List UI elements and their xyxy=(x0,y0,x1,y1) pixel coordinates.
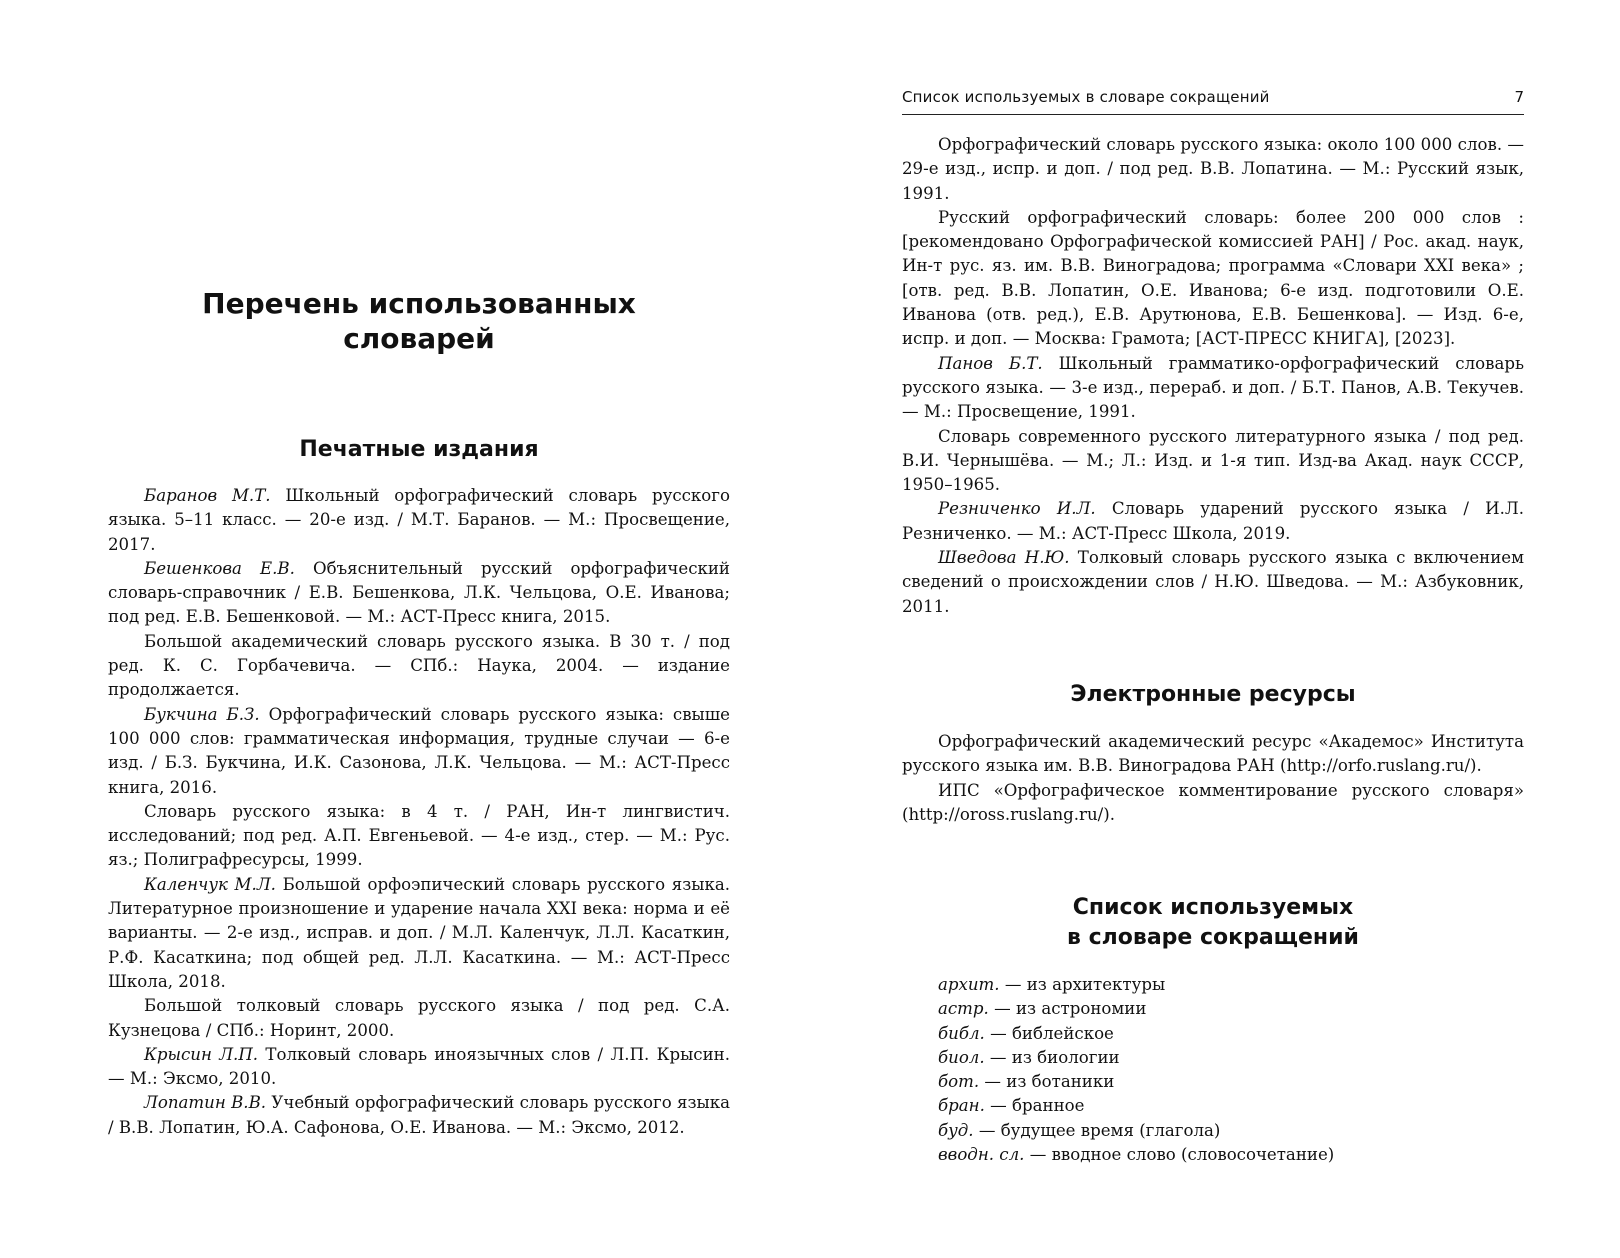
abbreviation-meaning: — бранное xyxy=(984,1096,1085,1116)
page-title-line-2: словарей xyxy=(343,322,495,355)
abbreviation-row xyxy=(902,973,1524,997)
running-head-title: Список используемых в словаре сокращений xyxy=(902,88,1270,106)
electronic-resource-entry: ИПС «Орфографическое комментирование русского словаря» (http://oross.ruslang.ru/). xyxy=(902,780,1524,824)
bibliography-entry xyxy=(108,873,730,994)
abbreviation: астр. xyxy=(938,999,989,1019)
bibliography-entry xyxy=(108,800,730,873)
entry-author: Каленчук М.Л. xyxy=(144,874,276,894)
bibliography-entry xyxy=(108,484,730,557)
bibliography-entry xyxy=(902,425,1524,498)
entry-author: Баранов М.Т. xyxy=(144,486,271,505)
section-heading-printed: Печатные издания xyxy=(299,437,539,462)
bibliography-list-right xyxy=(902,133,1524,619)
entry-author: Букчина Б.З. xyxy=(144,704,260,724)
abbreviation: библ. xyxy=(938,1023,985,1043)
entry-author: Лопатин В.В. xyxy=(144,1093,267,1113)
entry-text: Толковый словарь русского языка с включением сведений о происхождении слов / Н.Ю. Шведова. — М.: Азбуковник, 2011. xyxy=(902,548,1524,616)
abbreviation: бран. xyxy=(938,1096,985,1116)
entry-text: Орфографический словарь русского языка: свыше 100 000 слов: грамматическая информация, трудные случаи — 6-е изд. / Б.З. Букчина, И.К. Сазонова, Л.К. Чельцова. — М.: АСТ-Пресс книга, 2016. xyxy=(108,704,730,797)
abbrev-heading-line-2: в словаре сокращений xyxy=(1067,925,1359,950)
abbreviation-row xyxy=(902,1070,1524,1094)
abbreviations-list xyxy=(902,973,1524,1167)
entry-text: Школьный орфографический словарь русского языка. 5–11 класс. — 20-е изд. / М.Т. Баранов. — М.: Просвещение, 2017. xyxy=(108,486,730,554)
bibliography-entry xyxy=(108,1043,730,1092)
page-title xyxy=(108,286,730,356)
bibliography-entry xyxy=(108,557,730,630)
entry-text: Толковый словарь иноязычных слов / Л.П. Крысин. — М.: Эксмо, 2010. xyxy=(108,1044,730,1089)
bibliography-entry xyxy=(108,703,730,800)
entry-text: Русский орфографический словарь: более 200 000 слов : [рекомендовано Орфографической комиссией РАН] / Рос. акад. наук, Ин-т рус. яз. им. В.В. Виноградова; программа «Словари XXI века» ; [отв. ред. В.В. Лопатин, О.Е. Иванова; 6-е изд. подготовили О.Е. Иванова (отв. ред.), Е.В. Арутюнова, Е.В. Бешенкова]. — Изд. 6-е, испр. и доп. — Москва: Грамота; [АСТ-ПРЕСС КНИГА], [2023]. xyxy=(902,207,1524,349)
page-title-line-1: Перечень использованных xyxy=(202,287,636,320)
bibliography-entry xyxy=(902,133,1524,206)
abbreviation-meaning: — будущее время (глагола) xyxy=(973,1120,1221,1140)
entry-author: Шведова Н.Ю. xyxy=(938,548,1070,568)
page-number: 7 xyxy=(1514,88,1524,106)
abbreviation: буд. xyxy=(938,1120,974,1140)
entry-text: Объяснительный русский орфографический словарь-справочник / Е.В. Бешенкова, Л.К. Чельцова, О.Е. Иванова; под ред. Е.В. Бешенковой. — М.: АСТ-Пресс книга, 2015. xyxy=(108,558,730,627)
electronic-resource-entry: Орфографический академический ресурс «Академос» Института русского языка им. В.В. Виноградова РАН (http://orfo.ruslang.ru/). xyxy=(902,732,1524,776)
entry-text: Школьный грамматико-орфографический словарь русского языка. — 3-е изд., перераб. и доп. / Б.Т. Панов, А.В. Текучев. — М.: Просвещение, 1991. xyxy=(902,353,1524,422)
section-heading-abbreviations xyxy=(902,893,1524,953)
abbreviation-row xyxy=(902,1046,1524,1070)
abbrev-heading-line-1: Список используемых xyxy=(1072,895,1354,920)
bibliography-list-left xyxy=(108,484,730,1140)
bibliography-entry xyxy=(902,352,1524,425)
abbreviation-row xyxy=(902,997,1524,1021)
abbreviation-row xyxy=(902,1022,1524,1046)
abbreviation-meaning: — вводное слово (словосочетание) xyxy=(1024,1145,1335,1165)
abbreviation-row xyxy=(902,1143,1524,1167)
entry-author: Бешенкова Е.В. xyxy=(144,558,295,578)
entry-author: Резниченко И.Л. xyxy=(938,499,1096,519)
abbreviation-meaning: — из ботаники xyxy=(979,1072,1115,1092)
abbreviation: бот. xyxy=(938,1072,980,1092)
abbreviation-row xyxy=(902,1119,1524,1143)
bibliography-entry xyxy=(108,1091,730,1140)
abbreviation-meaning: — библейское xyxy=(984,1023,1114,1043)
entry-text: Большой толковый словарь русского языка / под ред. С.А. Кузнецова / СПб.: Норинт, 2000. xyxy=(108,996,730,1040)
bibliography-entry xyxy=(902,497,1524,546)
bibliography-entry xyxy=(902,206,1524,352)
abbreviation-row xyxy=(902,1094,1524,1118)
entry-text: Орфографический словарь русского языка: около 100 000 слов. — 29-е изд., испр. и доп. / под ред. В.В. Лопатина. — М.: Русский язык, 1991. xyxy=(902,135,1524,203)
abbreviation-meaning: — из биологии xyxy=(984,1047,1120,1067)
abbreviation-meaning: — из астрономии xyxy=(988,999,1147,1019)
bibliography-entry xyxy=(108,994,730,1043)
entry-author: Крысин Л.П. xyxy=(144,1044,259,1064)
entry-text: Словарь современного русского литературного языка / под ред. В.И. Чернышёва. — М.; Л.: Изд. и 1-я тип. Изд-ва Акад. наук СССР, 1950–1965. xyxy=(902,426,1524,495)
abbreviation: биол. xyxy=(938,1047,985,1067)
abbreviation: архит. xyxy=(938,975,1000,994)
entry-text: Словарь русского языка: в 4 т. / РАН, Ин-т лингвистич. исследований; под ред. А.П. Евгеньевой. — 4-е изд., стер. — М.: Рус. яз.; Полиграфресурсы, 1999. xyxy=(108,801,730,870)
entry-text: Учебный орфографический словарь русского языка / В.В. Лопатин, Ю.А. Сафонова, О.Е. Иванова. — М.: Эксмо, 2012. xyxy=(108,1093,731,1137)
abbreviation: вводн. сл. xyxy=(938,1145,1025,1165)
electronic-resources-list xyxy=(902,730,1524,827)
bibliography-entry xyxy=(108,630,730,703)
entry-author: Панов Б.Т. xyxy=(938,353,1043,373)
running-head xyxy=(902,84,1524,115)
bibliography-entry xyxy=(902,546,1524,619)
abbreviation-meaning: — из архитектуры xyxy=(999,975,1166,994)
entry-text: Большой орфоэпический словарь русского языка. Литературное произношение и ударение начала XXI века: норма и её варианты. — 2-е изд., исправ. и доп. / М.Л. Каленчук, Л.Л. Касаткин, Р.Ф. Касаткина; под общей ред. Л.Л. Касаткина. — М.: АСТ-Пресс Школа, 2018. xyxy=(108,874,730,991)
entry-text: Словарь ударений русского языка / И.Л. Резниченко. — М.: АСТ-Пресс Школа, 2019. xyxy=(902,499,1524,543)
section-heading-electronic: Электронные ресурсы xyxy=(1070,682,1356,707)
entry-text: Большой академический словарь русского языка. В 30 т. / под ред. К. С. Горбачевича. — СПб.: Наука, 2004. — издание продолжается. xyxy=(108,631,730,700)
